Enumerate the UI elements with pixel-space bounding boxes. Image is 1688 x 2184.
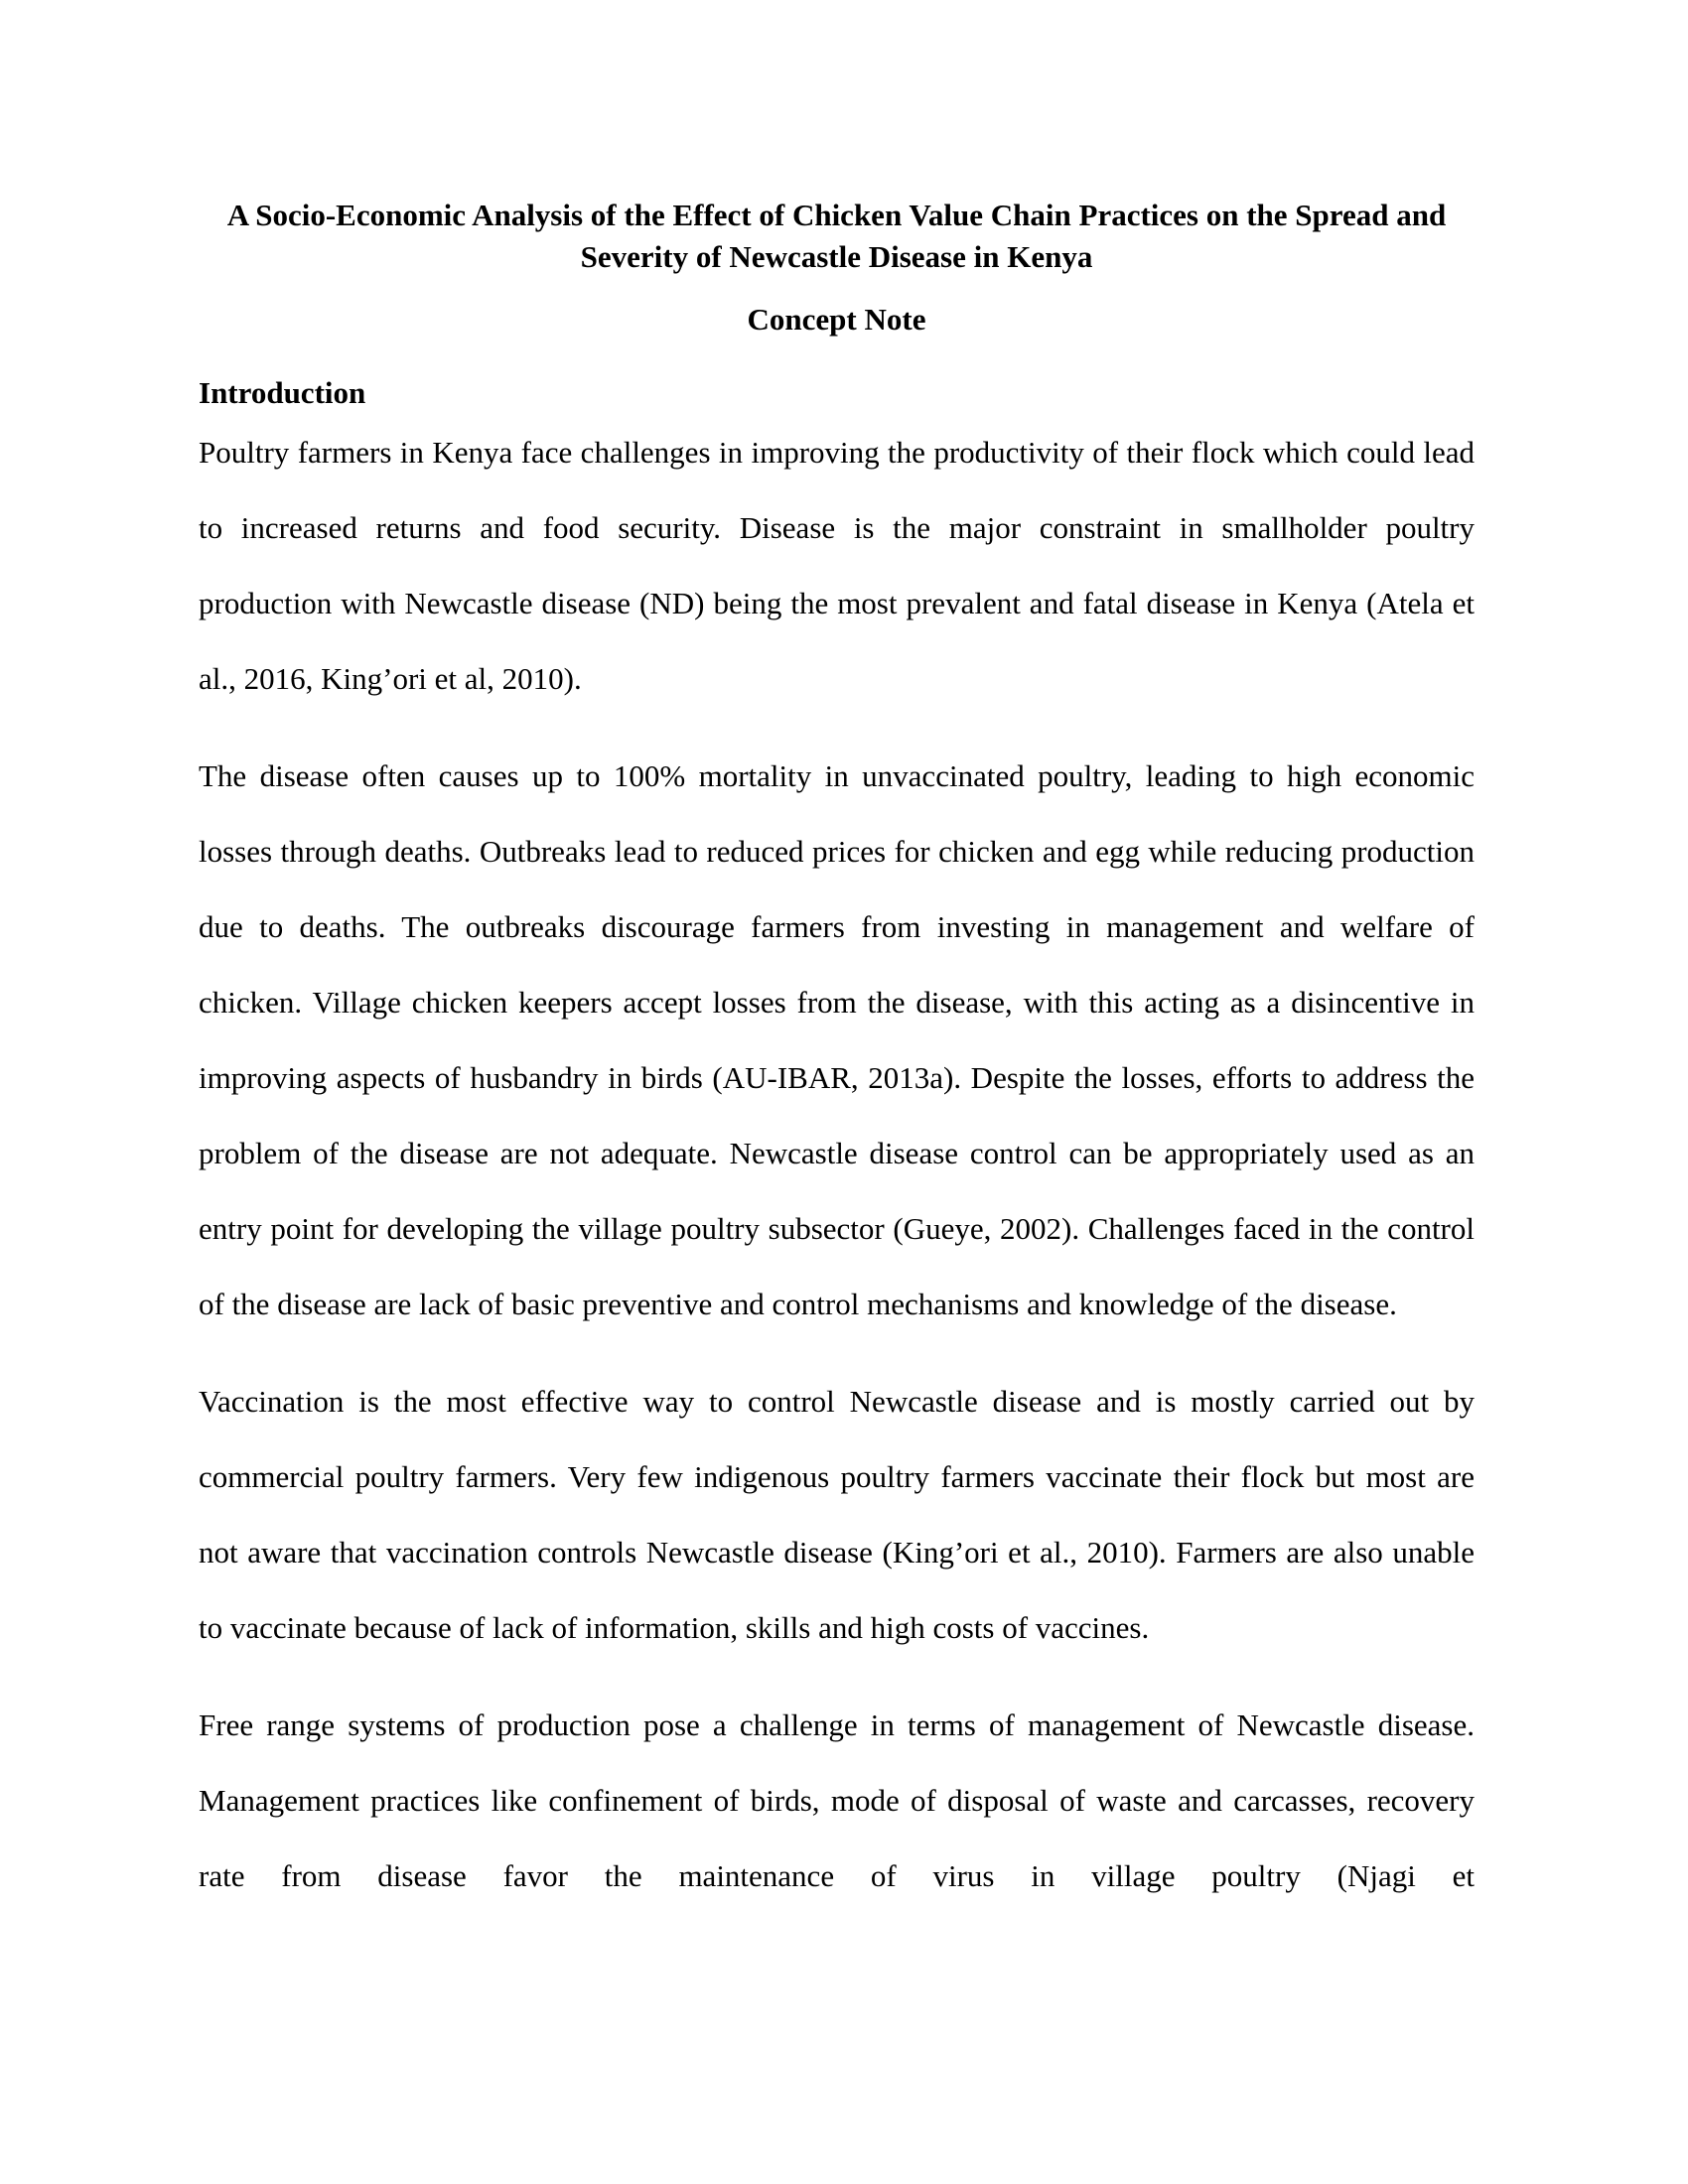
paragraph-3: Vaccination is the most effective way to control Newcastle disease and is mostly carried out by commercial poultry farmers. Very few indigenous poultry farmers vaccinate their flock but most are not aware that vaccination controls Newcastle disease (King’ori et al., 2010). Farmers are also unable to vaccinate because of lack of information, skills and high costs of vaccines. [199, 1384, 1475, 1645]
paragraph-2: The disease often causes up to 100% mortality in unvaccinated poultry, leading to high economic losses through deaths. Outbreaks lead to reduced prices for chicken and egg while reducing production due to deaths. The outbreaks discourage farmers from investing in management and welfare of chicken. Village chicken keepers accept losses from the disease, with this acting as a disincentive in improving aspects of husbandry in birds (AU-IBAR, 2013a). Despite the losses, efforts to address the problem of the disease are not adequate. Newcastle disease control can be appropriately used as an entry point for developing the village poultry subsector (Gueye, 2002). Challenges faced in the control of the disease are lack of basic preventive and control mechanisms and knowledge of the disease. [199, 758, 1475, 1321]
document-subtitle: Concept Note [747, 302, 926, 337]
section-body-introduction [199, 415, 1475, 1914]
document-title: A Socio-Economic Analysis of the Effect of Chicken Value Chain Practices on the Spread and Severity of Newcastle Disease in Kenya [226, 198, 1447, 274]
section-heading-introduction: Introduction [199, 375, 366, 410]
paragraph-4: Free range systems of production pose a challenge in terms of management of Newcastle disease. Management practices like confinement of birds, mode of disposal of waste and carcasses, recovery rate from disease favor the maintenance of virus in village poultry (Njagi et [199, 1707, 1475, 1893]
paragraph-1: Poultry farmers in Kenya face challenges in improving the productivity of their flock which could lead to increased returns and food security. Disease is the major constraint in smallholder poultry production with Newcastle disease (ND) being the most prevalent and fatal disease in Kenya (Atela et al., 2016, King’ori et al, 2010). [199, 435, 1475, 696]
